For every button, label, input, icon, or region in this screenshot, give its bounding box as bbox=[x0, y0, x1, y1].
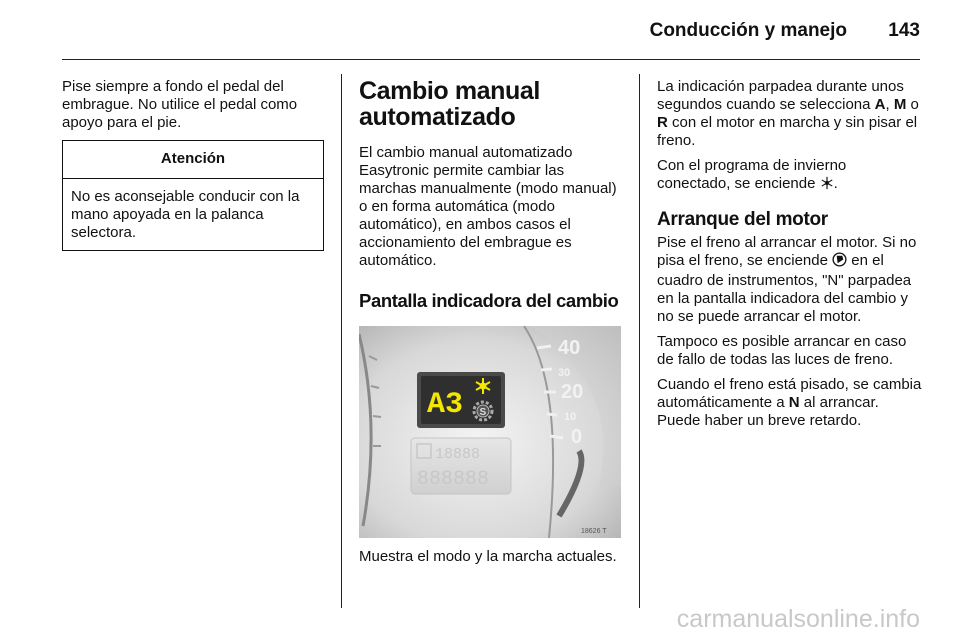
tick-40: 40 bbox=[558, 337, 581, 359]
start-engine-heading: Arranque del motor bbox=[657, 209, 828, 230]
page-number: 143 bbox=[888, 20, 920, 41]
gear-display-figure bbox=[359, 326, 621, 538]
blink-paragraph: La indicación parpadea durante unos segundos cuando se selecciona A, M o R con el motor en marcha y sin pisar el freno. bbox=[657, 78, 919, 149]
subsection-title: Pantalla indicadora del cambio bbox=[359, 290, 619, 311]
column-3 bbox=[657, 78, 923, 437]
figure-caption: Muestra el modo y la marcha actuales. bbox=[359, 548, 617, 565]
column-divider-1 bbox=[341, 74, 342, 608]
column-divider-2 bbox=[639, 74, 640, 608]
tick-0: 0 bbox=[571, 426, 583, 448]
tick-10: 10 bbox=[564, 411, 577, 423]
lcd-top-segments: 18888 bbox=[435, 446, 481, 463]
gear-readout: A3 bbox=[427, 388, 464, 422]
neutral-paragraph: Cuando el freno está pisado, se cambia automáticamente a N al arrancar. Puede haber un breve retardo. bbox=[657, 376, 922, 429]
instrument-cluster-illustration bbox=[359, 326, 621, 538]
foot-brake-icon bbox=[832, 252, 847, 272]
winter-paragraph: Con el programa de invierno conectado, se enciende . bbox=[657, 157, 923, 195]
clutch-paragraph: Pise siempre a fondo el pedal del embrague. No utilice el pedal como apoyo para el pie. bbox=[62, 78, 298, 131]
brake-lights-paragraph: Tampoco es posible arrancar en caso de fallo de todas las luces de freno. bbox=[657, 333, 907, 368]
brake-paragraph: Pise el freno al arrancar el motor. Si no pisa el freno, se enciende en el cuadro de instrumentos, "N" parpadea en la pantalla indicadora del cambio y no se puede arrancar el motor. bbox=[657, 234, 917, 325]
snowflake-icon bbox=[820, 176, 834, 195]
easytronic-paragraph: El cambio manual automatizado Easytronic permite cambiar las marchas manualmente (modo manual) o en forma automática (modo automático), en ambos casos el accionamiento del embrague es automático. bbox=[359, 144, 617, 269]
warning-text: No es aconsejable conducir con la mano apoyada en la palanca selectora. bbox=[71, 188, 300, 241]
tick-20: 20 bbox=[561, 381, 584, 403]
page-header bbox=[650, 20, 920, 42]
warning-box bbox=[62, 140, 324, 251]
svg-text:S: S bbox=[479, 407, 487, 418]
column-2 bbox=[359, 78, 623, 573]
header-rule bbox=[62, 59, 920, 60]
figure-id: 18626 T bbox=[581, 528, 607, 535]
warning-heading: Atención bbox=[63, 141, 323, 179]
column-1 bbox=[62, 78, 324, 251]
section-title: Cambio manual automatizado bbox=[359, 77, 540, 131]
lcd-bottom-segments: 888888 bbox=[417, 468, 490, 491]
watermark: carmanualsonline.info bbox=[676, 605, 920, 633]
tick-30: 30 bbox=[558, 367, 571, 379]
header-title: Conducción y manejo bbox=[649, 20, 848, 41]
